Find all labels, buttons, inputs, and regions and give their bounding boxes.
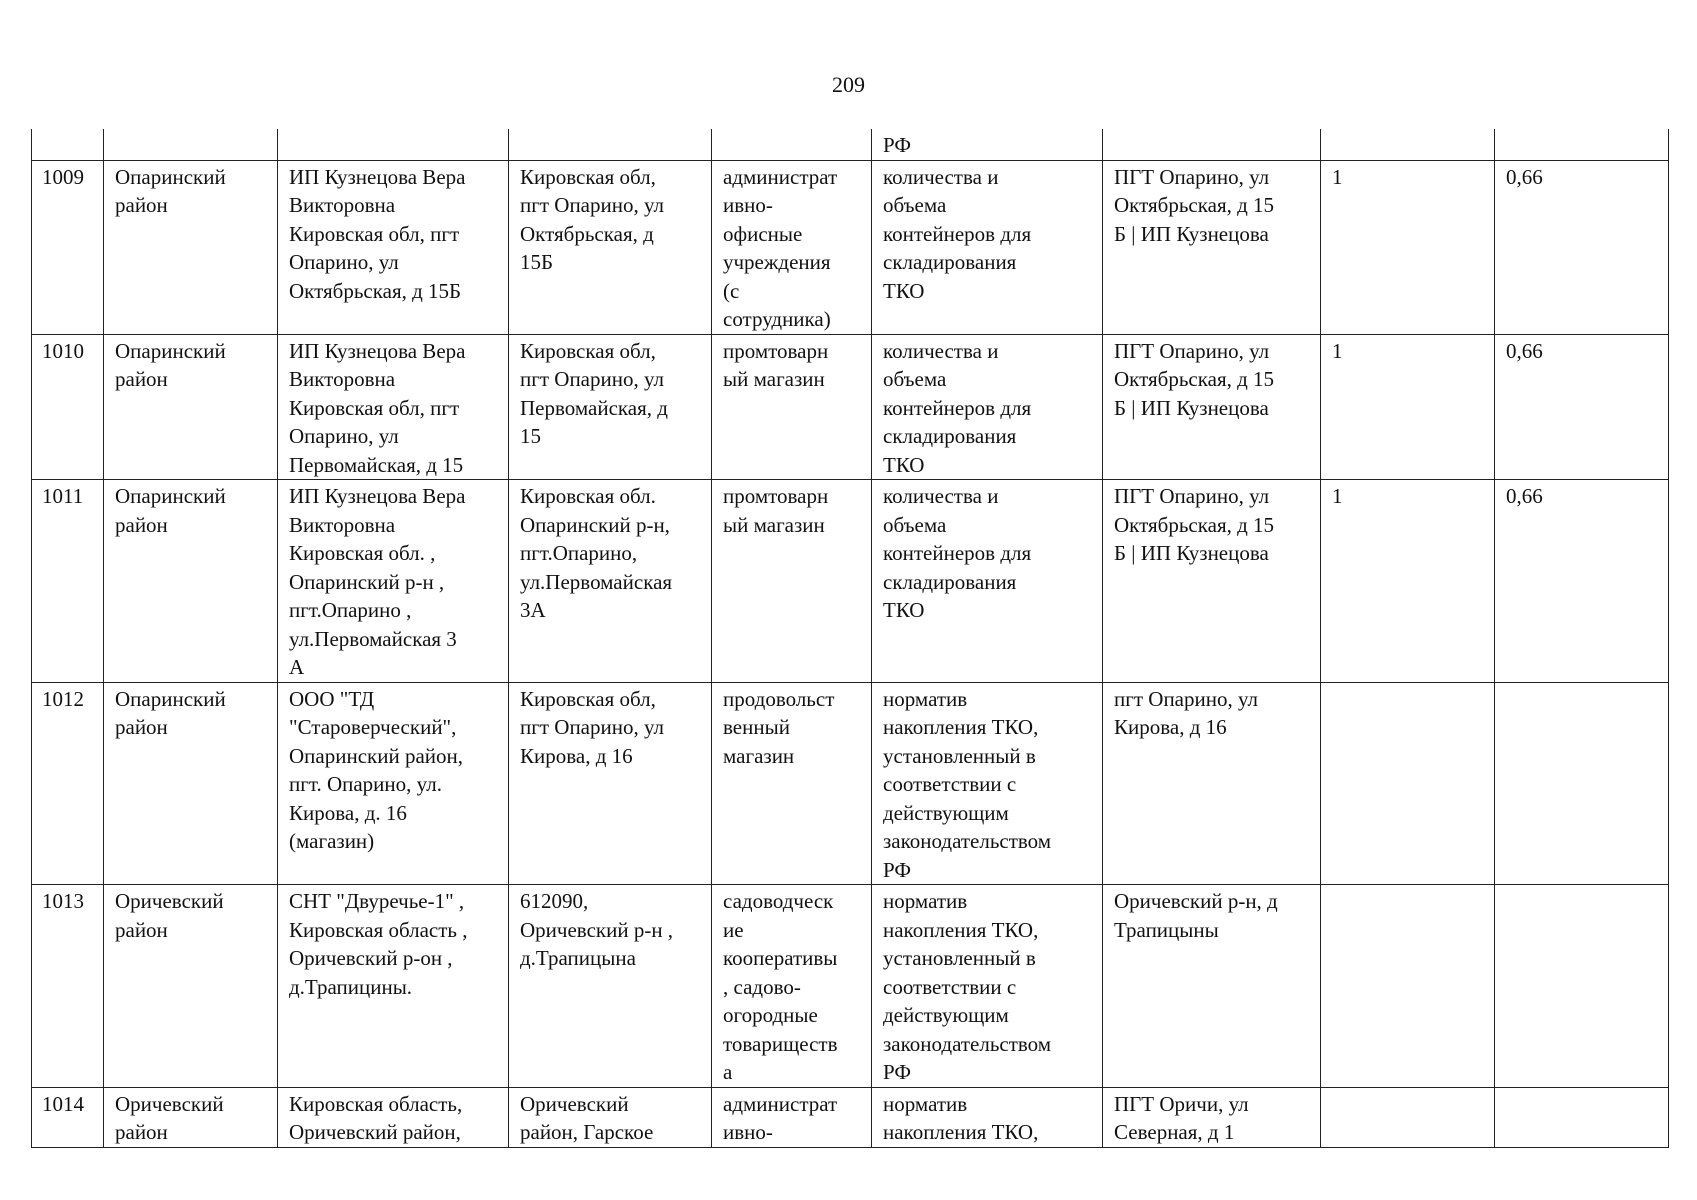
category-cell: [712, 129, 872, 160]
method-cell: количества и объема контейнеров для складирования ТКО: [872, 160, 1103, 334]
method-cell: норматив накопления ТКО, установленный в соответствии с действующим законодательством РФ: [872, 682, 1103, 885]
location-cell: ПГТ Опарино, ул Октябрьская, д 15 Б | ИП Кузнецова: [1103, 480, 1321, 683]
table-row: [32, 1087, 1669, 1147]
method-cell: количества и объема контейнеров для складирования ТКО: [872, 480, 1103, 683]
volume-cell: 0,66: [1495, 480, 1669, 683]
address-cell: Кировская обл, пгт Опарино, ул Кирова, д 16: [509, 682, 712, 885]
owner-cell: [278, 129, 509, 160]
containers-cell: 1: [1321, 480, 1495, 683]
location-cell: [1103, 129, 1321, 160]
volume-cell: [1495, 682, 1669, 885]
page-number: 209: [832, 72, 865, 97]
table-row: [32, 160, 1669, 334]
owner-cell: ООО "ТД "Староверческий", Опаринский район, пгт. Опарино, ул. Кирова, д. 16 (магазин): [278, 682, 509, 885]
location-cell: пгт Опарино, ул Кирова, д 16: [1103, 682, 1321, 885]
row-number-cell: 1009: [32, 160, 104, 334]
location-cell: ПГТ Оричи, ул Северная, д 1: [1103, 1087, 1321, 1147]
containers-cell: [1321, 129, 1495, 160]
table-row: [32, 334, 1669, 480]
district-cell: Оричевский район: [104, 1087, 278, 1147]
method-cell: количества и объема контейнеров для складирования ТКО: [872, 334, 1103, 480]
volume-cell: [1495, 1087, 1669, 1147]
row-number-cell: 1012: [32, 682, 104, 885]
containers-cell: [1321, 682, 1495, 885]
owner-cell: СНТ "Двуречье-1" , Кировская область , Оричевский р-он , д.Трапицины.: [278, 885, 509, 1088]
volume-cell: 0,66: [1495, 160, 1669, 334]
registry-table: [31, 129, 1669, 1148]
address-cell: Оричевский район, Гарское: [509, 1087, 712, 1147]
method-cell: норматив накопления ТКО,: [872, 1087, 1103, 1147]
category-cell: промтоварн ый магазин: [712, 334, 872, 480]
volume-cell: [1495, 885, 1669, 1088]
district-cell: Опаринский район: [104, 682, 278, 885]
location-cell: ПГТ Опарино, ул Октябрьская, д 15 Б | ИП Кузнецова: [1103, 334, 1321, 480]
location-cell: Оричевский р-н, д Трапицыны: [1103, 885, 1321, 1088]
category-cell: садоводческ ие кооперативы , садово- огородные товариществ а: [712, 885, 872, 1088]
category-cell: промтоварн ый магазин: [712, 480, 872, 683]
row-number-cell: 1011: [32, 480, 104, 683]
address-cell: Кировская обл. Опаринский р-н, пгт.Опарино, ул.Первомайская 3А: [509, 480, 712, 683]
owner-cell: Кировская область, Оричевский район,: [278, 1087, 509, 1147]
table-row: [32, 480, 1669, 683]
row-number-cell: 1014: [32, 1087, 104, 1147]
location-cell: ПГТ Опарино, ул Октябрьская, д 15 Б | ИП Кузнецова: [1103, 160, 1321, 334]
containers-cell: [1321, 1087, 1495, 1147]
containers-cell: [1321, 885, 1495, 1088]
district-cell: Опаринский район: [104, 334, 278, 480]
method-cell: РФ: [872, 129, 1103, 160]
volume-cell: [1495, 129, 1669, 160]
row-number-cell: 1013: [32, 885, 104, 1088]
row-number-cell: 1010: [32, 334, 104, 480]
category-cell: администрат ивно- офисные учреждения (с сотрудника): [712, 160, 872, 334]
table-row: [32, 682, 1669, 885]
table-row: [32, 885, 1669, 1088]
category-cell: администрат ивно-: [712, 1087, 872, 1147]
owner-cell: ИП Кузнецова Вера Викторовна Кировская обл. , Опаринский р-н , пгт.Опарино , ул.Первомайская 3 А: [278, 480, 509, 683]
row-number-cell: [32, 129, 104, 160]
address-cell: Кировская обл, пгт Опарино, ул Октябрьская, д 15Б: [509, 160, 712, 334]
containers-cell: 1: [1321, 160, 1495, 334]
category-cell: продовольст венный магазин: [712, 682, 872, 885]
method-cell: норматив накопления ТКО, установленный в соответствии с действующим законодательством РФ: [872, 885, 1103, 1088]
address-cell: Кировская обл, пгт Опарино, ул Первомайская, д 15: [509, 334, 712, 480]
district-cell: Опаринский район: [104, 160, 278, 334]
address-cell: [509, 129, 712, 160]
owner-cell: ИП Кузнецова Вера Викторовна Кировская обл, пгт Опарино, ул Октябрьская, д 15Б: [278, 160, 509, 334]
district-cell: Опаринский район: [104, 480, 278, 683]
volume-cell: 0,66: [1495, 334, 1669, 480]
containers-cell: 1: [1321, 334, 1495, 480]
district-cell: [104, 129, 278, 160]
district-cell: Оричевский район: [104, 885, 278, 1088]
address-cell: 612090, Оричевский р-н , д.Трапицына: [509, 885, 712, 1088]
table-row: [32, 129, 1669, 160]
owner-cell: ИП Кузнецова Вера Викторовна Кировская обл, пгт Опарино, ул Первомайская, д 15: [278, 334, 509, 480]
